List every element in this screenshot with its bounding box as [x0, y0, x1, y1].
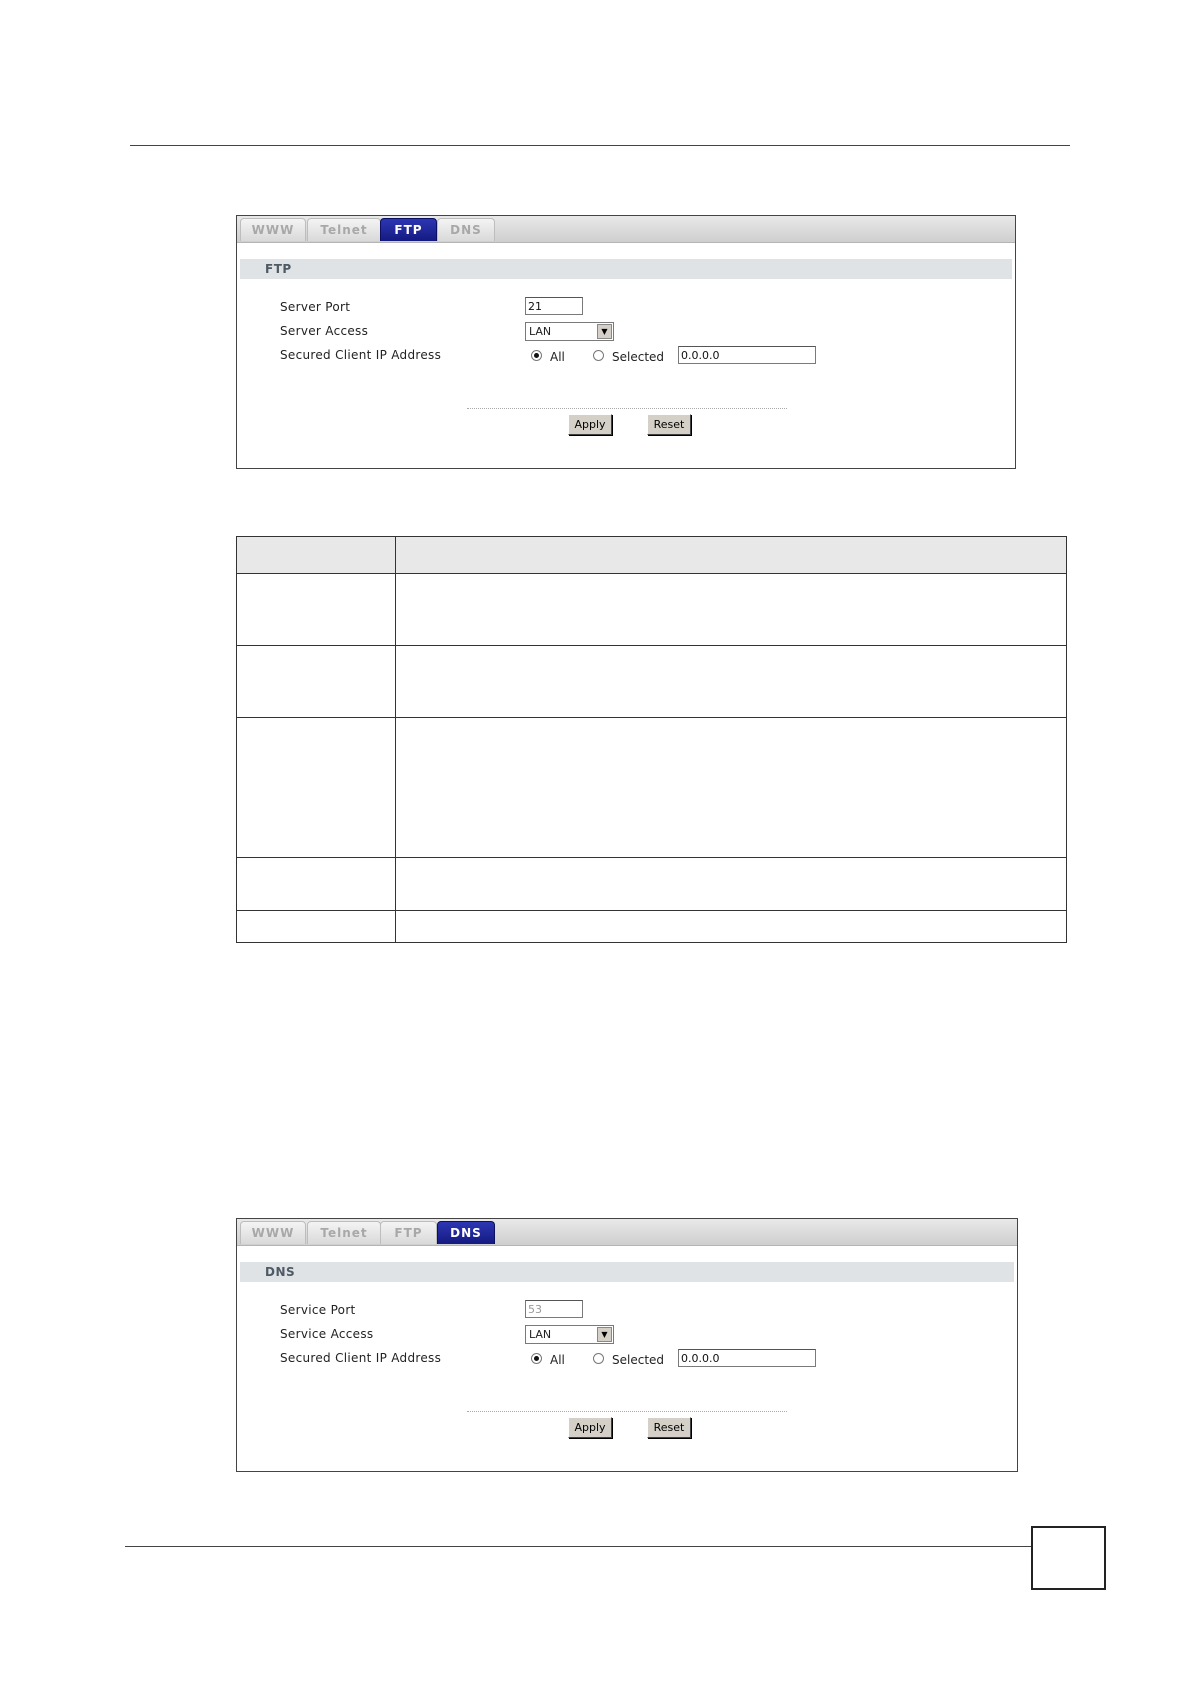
server-port-label: Server Port	[280, 300, 351, 314]
radio-all[interactable]	[531, 1353, 542, 1364]
ftp-settings-panel	[236, 215, 1016, 469]
radio-all-label: All	[550, 1353, 565, 1367]
apply-button[interactable]: Apply	[568, 1417, 612, 1438]
table-row	[237, 858, 1066, 911]
tab-www[interactable]: WWW	[240, 218, 306, 241]
apply-button[interactable]: Apply	[568, 414, 612, 435]
service-access-value: LAN	[529, 1328, 552, 1341]
section-title: FTP	[240, 259, 1012, 279]
reset-button[interactable]: Reset	[647, 414, 691, 435]
tab-bar	[237, 216, 1015, 243]
table-row	[237, 911, 1066, 942]
table-header-row	[237, 537, 1066, 574]
server-access-label: Server Access	[280, 324, 369, 338]
separator	[467, 1411, 787, 1412]
radio-all[interactable]	[531, 350, 542, 361]
page-number-box	[1031, 1526, 1106, 1590]
server-access-value: LAN	[529, 325, 552, 338]
section-title: DNS	[240, 1262, 1014, 1282]
tab-telnet[interactable]: Telnet	[307, 218, 381, 241]
dropdown-arrow-icon[interactable]: ▼	[597, 1327, 612, 1342]
secured-client-ip-label: Secured Client IP Address	[280, 348, 442, 362]
tab-dns[interactable]: DNS	[437, 1221, 495, 1244]
service-port-label: Service Port	[280, 1303, 356, 1317]
radio-selected-label: Selected	[612, 1353, 665, 1367]
dropdown-arrow-icon[interactable]: ▼	[597, 324, 612, 339]
radio-selected-label: Selected	[612, 350, 665, 364]
tab-telnet[interactable]: Telnet	[307, 1221, 381, 1244]
field-description-table	[236, 536, 1067, 943]
tab-ftp[interactable]: FTP	[380, 1221, 437, 1244]
radio-all-label: All	[550, 350, 565, 364]
reset-button[interactable]: Reset	[647, 1417, 691, 1438]
footer-rule	[125, 1546, 1031, 1547]
separator	[467, 408, 787, 409]
ip-address-input[interactable]	[678, 1349, 816, 1367]
secured-client-ip-label: Secured Client IP Address	[280, 1351, 442, 1365]
service-port-input[interactable]	[525, 1300, 583, 1318]
table-row	[237, 718, 1066, 858]
server-port-input[interactable]	[525, 297, 583, 315]
tab-ftp[interactable]: FTP	[380, 218, 437, 241]
header-rule	[130, 145, 1070, 146]
tab-bar	[237, 1219, 1017, 1246]
tab-dns[interactable]: DNS	[437, 218, 495, 241]
table-row	[237, 646, 1066, 718]
table-row	[237, 574, 1066, 646]
radio-selected[interactable]	[593, 1353, 604, 1364]
service-access-select[interactable]	[525, 1325, 614, 1344]
radio-selected[interactable]	[593, 350, 604, 361]
dns-settings-panel	[236, 1218, 1018, 1472]
ip-address-input[interactable]	[678, 346, 816, 364]
service-access-label: Service Access	[280, 1327, 374, 1341]
tab-www[interactable]: WWW	[240, 1221, 306, 1244]
server-access-select[interactable]	[525, 322, 614, 341]
